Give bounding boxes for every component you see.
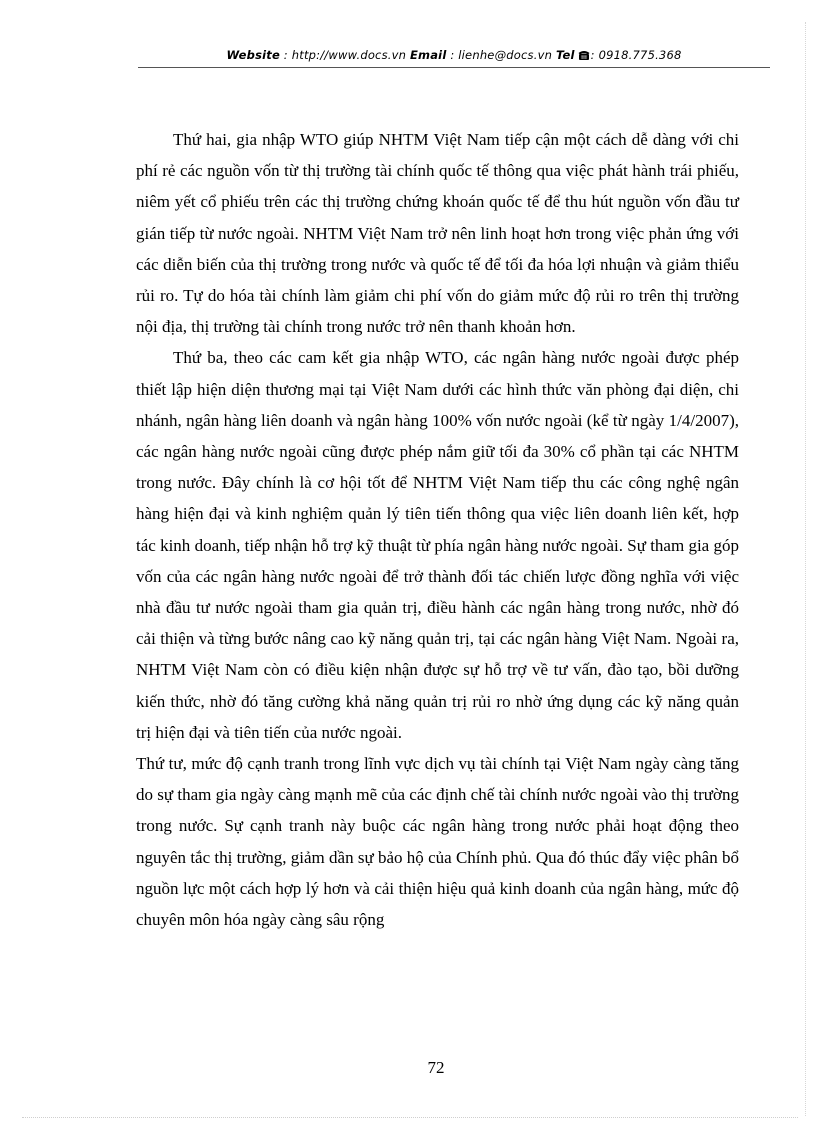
- page-margin-guide-bottom: [22, 1117, 798, 1118]
- email-link[interactable]: lienhe@docs.vn: [458, 48, 553, 62]
- telephone-icon: [578, 49, 590, 65]
- header-divider: [138, 67, 770, 68]
- tel-label: Tel: [555, 48, 575, 62]
- email-label: Email: [409, 48, 447, 62]
- header-colon: :: [590, 48, 599, 62]
- paragraph-thu-tu: Thứ tư, mức độ cạnh tranh trong lĩnh vực dịch vụ tài chính tại Việt Nam ngày càng tăng do sự tham gia ngày càng mạnh mẽ của các định chế tài chính nước ngoài vào thị trường trong nước. Sự cạnh tranh này buộc các ngân hàng trong nước phải hoạt động theo nguyên tắc thị trường, giảm dần sự bảo hộ của Chính phủ. Qua đó thúc đẩy việc phân bổ nguồn lực một cách hợp lý hơn và cải thiện hiệu quả kinh doanh của ngân hàng, mức độ chuyên môn hóa ngày càng sâu rộng: [136, 754, 739, 930]
- document-body: [136, 124, 739, 935]
- page-header: [138, 47, 770, 69]
- website-link[interactable]: http://www.docs.vn: [291, 48, 407, 62]
- tel-value: 0918.775.368: [598, 48, 682, 62]
- header-colon: :: [279, 48, 292, 62]
- website-label: Website: [226, 48, 280, 62]
- paragraph-thu-hai: Thứ hai, gia nhập WTO giúp NHTM Việt Nam tiếp cận một cách dễ dàng với chi phí rẻ các nguồn vốn từ thị trường tài chính quốc tế thông qua việc phát hành trái phiếu, niêm yết cổ phiếu trên các thị trường chứng khoán quốc tế để thu hút nguồn vốn đầu tư gián tiếp từ nước ngoài. NHTM Việt Nam trở nên linh hoạt hơn trong việc phản ứng với các diễn biến của thị trường trong nước và quốc tế để tối đa hóa lợi nhuận và giảm thiểu rủi ro. Tự do hóa tài chính làm giảm chi phí vốn do giảm mức độ rủi ro trên thị trường nội địa, thị trường tài chính trong nước trở nên thanh khoản hơn.: [136, 130, 739, 337]
- header-colon: :: [446, 48, 459, 62]
- page-number: 72: [427, 1058, 445, 1077]
- paragraph-thu-ba: Thứ ba, theo các cam kết gia nhập WTO, các ngân hàng nước ngoài được phép thiết lập hiện diện thương mại tại Việt Nam dưới các hình thức văn phòng đại diện, chi nhánh, ngân hàng liên doanh và ngân hàng 100% vốn nước ngoài (kể từ ngày 1/4/2007), các ngân hàng nước ngoài cũng được phép nắm giữ tối đa 30% cổ phần tại các NHTM trong nước. Đây chính là cơ hội tốt để NHTM Việt Nam tiếp thu các công nghệ ngân hàng hiện đại và kinh nghiệm quản lý tiên tiến thông qua việc liên doanh liên kết, hợp tác kinh doanh, tiếp nhận hỗ trợ kỹ thuật từ phía ngân hàng nước ngoài. Sự tham gia góp vốn của các ngân hàng nước ngoài để trở thành đối tác chiến lược đồng nghĩa với việc nhà đầu tư nước ngoài tham gia quản trị, điều hành các ngân hàng trong nước, nhờ đó cải thiện và từng bước nâng cao kỹ năng quản trị, tại các ngân hàng Việt Nam. Ngoài ra, NHTM Việt Nam còn có điều kiện nhận được sự hỗ trợ về tư vấn, đào tạo, bồi dưỡng kiến thức, nhờ đó tăng cường khả năng quản trị rủi ro nhờ ứng dụng các kỹ năng quản trị hiện đại và tiên tiến của nước ngoài.: [136, 348, 739, 742]
- page-margin-guide-right: [805, 22, 806, 1116]
